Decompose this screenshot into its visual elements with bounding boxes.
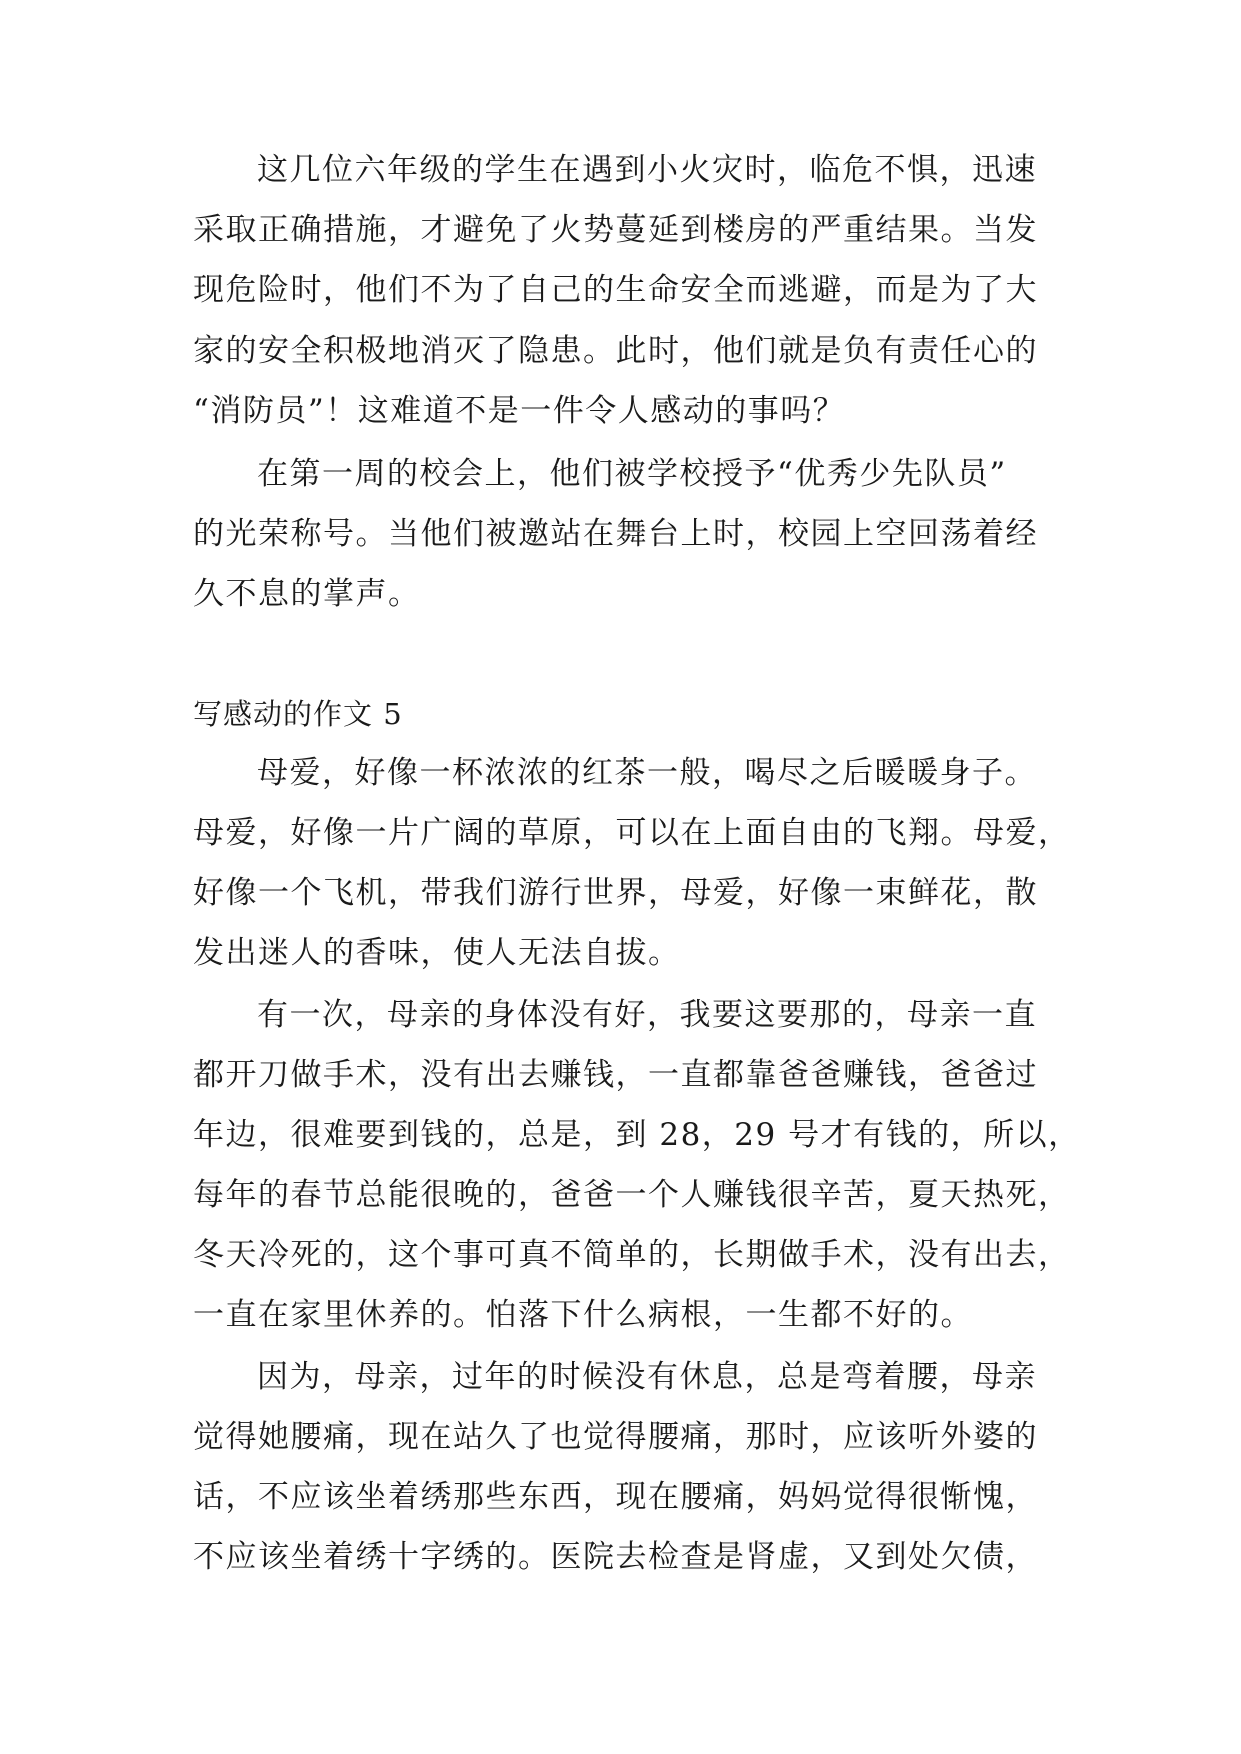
paragraph-line: 因为，母亲，过年的时候没有休息，总是弯着腰，母亲 [257, 1359, 1037, 1395]
paragraph-line: 好像一个飞机，带我们游行世界，母爱，好像一束鲜花，散 [193, 875, 1038, 911]
paragraph-line: 不应该坐着绣十字绣的。医院去检查是肾虚，又到处欠债， [193, 1539, 1038, 1575]
paragraph-line: 一直在家里休养的。怕落下什么病根，一生都不好的。 [193, 1297, 973, 1333]
paragraph-line: 母爱，好像一杯浓浓的红茶一般，喝尽之后暖暖身子。 [257, 755, 1037, 791]
paragraph-line: 的光荣称号。当他们被邀站在舞台上时，校园上空回荡着经 [193, 516, 1038, 552]
paragraph-line: 话，不应该坐着绣那些东西，现在腰痛，妈妈觉得很惭愧， [193, 1479, 1038, 1515]
paragraph-line: 每年的春节总能很晚的，爸爸一个人赚钱很辛苦，夏天热死， [193, 1177, 1071, 1213]
paragraph-line: 都开刀做手术，没有出去赚钱，一直都靠爸爸赚钱，爸爸过 [193, 1057, 1038, 1093]
paragraph-line: 这几位六年级的学生在遇到小火灾时，临危不惧，迅速 [257, 152, 1037, 188]
paragraph-line: 在第一周的校会上，他们被学校授予“优秀少先队员” [257, 456, 1007, 492]
paragraph-line: 久不息的掌声。 [193, 576, 421, 612]
paragraph-line: 冬天冷死的，这个事可真不简单的，长期做手术，没有出去， [193, 1237, 1071, 1273]
section-title: 写感动的作文 5 [193, 697, 403, 731]
paragraph-line: 发出迷人的香味，使人无法自拔。 [193, 935, 681, 971]
paragraph-line: “消防员”！这难道不是一件令人感动的事吗？ [193, 393, 846, 429]
paragraph-line: 采取正确措施，才避免了火势蔓延到楼房的严重结果。当发 [193, 212, 1038, 248]
paragraph-line: 母爱，好像一片广阔的草原，可以在上面自由的飞翔。母爱， [193, 815, 1071, 851]
paragraph-line: 年边，很难要到钱的，总是，到 28，29 号才有钱的，所以， [193, 1117, 1081, 1153]
paragraph-line: 家的安全积极地消灭了隐患。此时，他们就是负有责任心的 [193, 333, 1038, 369]
paragraph-line: 有一次，母亲的身体没有好，我要这要那的，母亲一直 [257, 997, 1037, 1033]
paragraph-line: 觉得她腰痛，现在站久了也觉得腰痛，那时，应该听外婆的 [193, 1419, 1038, 1455]
paragraph-line: 现危险时，他们不为了自己的生命安全而逃避，而是为了大 [193, 272, 1038, 308]
